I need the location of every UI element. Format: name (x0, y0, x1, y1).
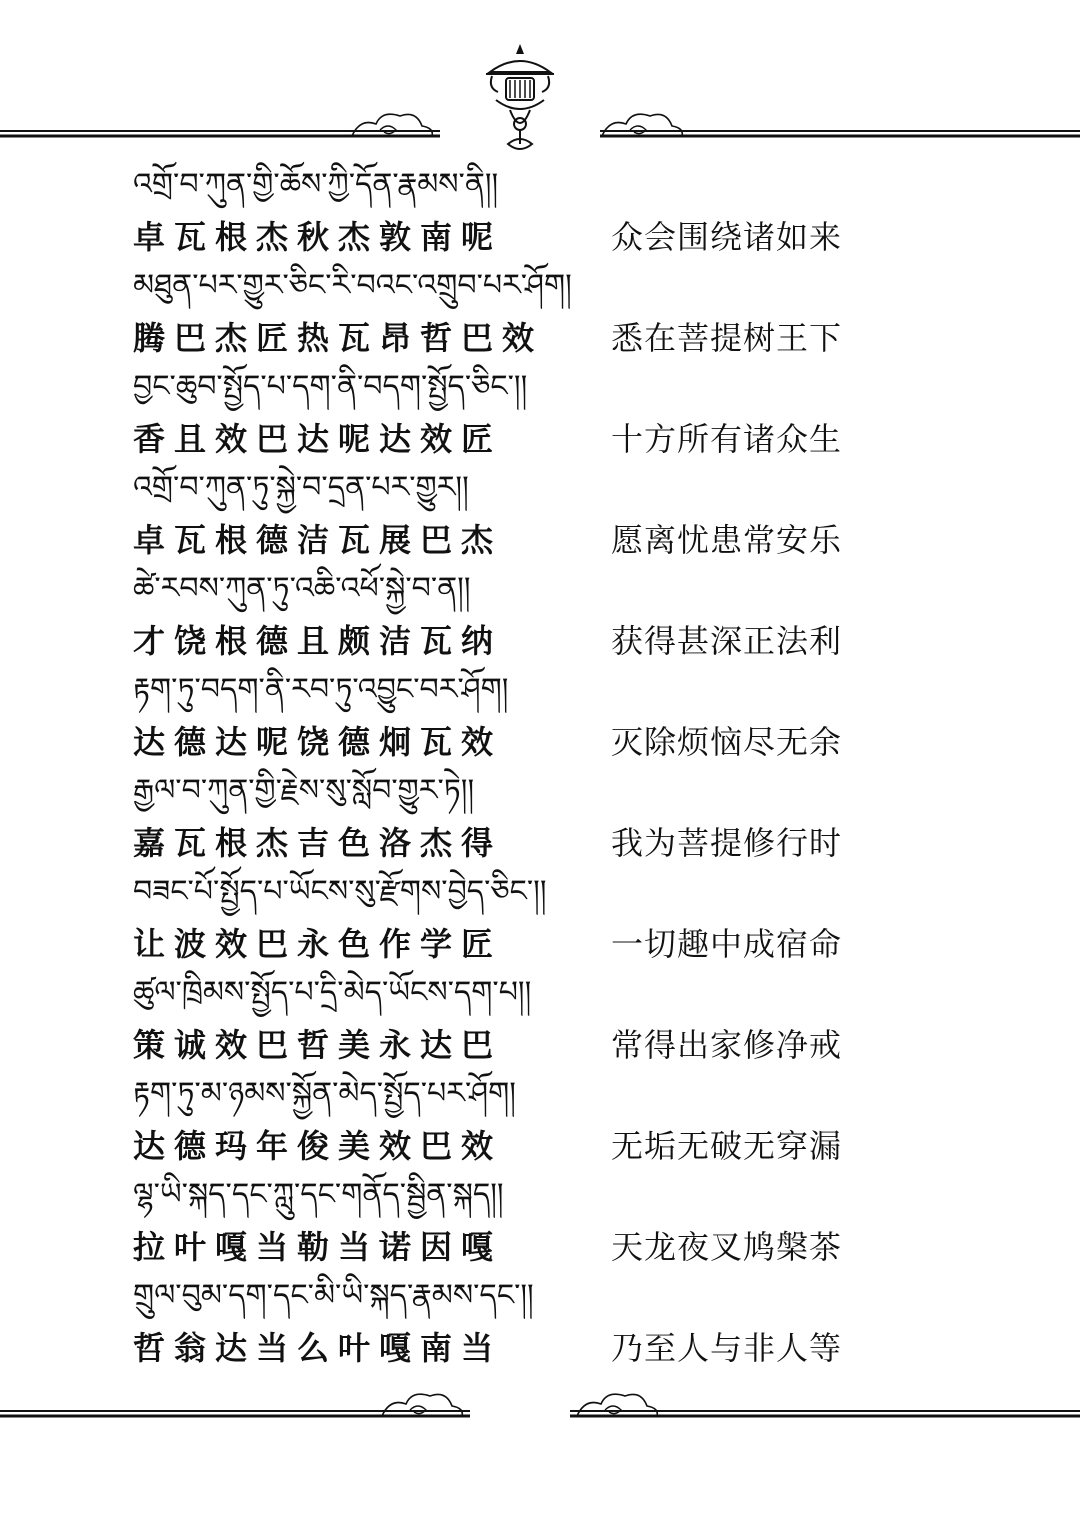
tibetan-line: འགྲོ་བ་ཀུན་གྱི་ཆོས་ཀྱི་དོན་རྣམས་ནི།། (133, 167, 499, 202)
transliteration-line: 策诚效巴哲美永达巴 (133, 1026, 503, 1064)
verse-row (133, 313, 893, 363)
bottom-border-rule (0, 1408, 1080, 1422)
verse-row (133, 1222, 893, 1272)
tibetan-line: བྱང་ཆུབ་སྤྱོད་པ་དག་ནི་བདག་སྤྱོད་ཅིང་།། (133, 369, 528, 404)
top-border-rule (0, 128, 1080, 142)
chinese-line: 获得甚深正法利 (611, 622, 843, 660)
chinese-line: 愿离忧患常安乐 (611, 521, 843, 559)
verse-row (133, 818, 893, 868)
tibetan-line: ཚེ་རབས་ཀུན་ཏུ་འཆི་འཕོ་སྐྱེ་བ་ན།། (133, 571, 471, 606)
transliteration-line: 达德玛年俊美效巴效 (133, 1127, 503, 1165)
cloud-icon (350, 108, 435, 142)
transliteration-line: 哲翁达当么叶嘎南当 (133, 1329, 503, 1367)
transliteration-line: 卓瓦根杰秋杰敦南呢 (133, 218, 503, 256)
chinese-line: 悉在菩提树王下 (611, 319, 843, 357)
transliteration-line: 让波效巴永色作学匠 (133, 925, 503, 963)
verse-row (133, 212, 893, 262)
transliteration-line: 拉叶嘎当勒当诺因嘎 (133, 1228, 503, 1266)
tibetan-line: རྟག་ཏུ་བདག་ནི་རབ་ཏུ་འབྱུང་བར་ཤོག། (133, 672, 509, 707)
tibetan-line: འགྲོ་བ་ཀུན་ཏུ་སྐྱེ་བ་དྲན་པར་གྱུར།། (133, 470, 469, 505)
chinese-line: 乃至人与非人等 (611, 1329, 843, 1367)
transliteration-line: 腾巴杰匠热瓦昂哲巴效 (133, 319, 544, 357)
chinese-line: 无垢无破无穿漏 (611, 1127, 843, 1165)
tibetan-line: རྒྱལ་བ་ཀུན་གྱི་རྗེས་སུ་སློབ་གྱུར་ཏེ།། (133, 773, 475, 808)
verse-row (133, 616, 893, 666)
chinese-line: 常得出家修净戒 (611, 1026, 843, 1064)
chinese-line: 天龙夜叉鸠槃茶 (611, 1228, 843, 1266)
parasol-icon (470, 40, 570, 160)
transliteration-line: 香且效巴达呢达效匠 (133, 420, 503, 458)
transliteration-line: 达德达呢饶德炯瓦效 (133, 723, 503, 761)
verse-row (133, 919, 893, 969)
tibetan-line: གྲུལ་བུམ་དག་དང་མི་ཡི་སྐད་རྣམས་དང་།། (133, 1278, 534, 1313)
cloud-icon (600, 108, 685, 142)
chinese-line: 灭除烦恼尽无余 (611, 723, 843, 761)
chinese-line: 十方所有诸众生 (611, 420, 843, 458)
chinese-line: 一切趣中成宿命 (611, 925, 843, 963)
verse-row (133, 717, 893, 767)
verse-row (133, 1020, 893, 1070)
tibetan-line: རྟག་ཏུ་མ་ཉམས་སྐྱོན་མེད་སྤྱོད་པར་ཤོག། (133, 1076, 516, 1111)
verse-row (133, 1121, 893, 1171)
transliteration-line: 才饶根德且颇洁瓦纳 (133, 622, 503, 660)
tibetan-line: མཐུན་པར་གྱུར་ཅིང་རི་བའང་འགྲུབ་པར་ཤོག། (133, 268, 572, 303)
verse-row (133, 414, 893, 464)
transliteration-line: 卓瓦根德洁瓦展巴杰 (133, 521, 503, 559)
chinese-line: 我为菩提修行时 (611, 824, 843, 862)
tibetan-line: ལྷ་ཡི་སྐད་དང་ཀླུ་དང་གནོད་སྦྱིན་སྐད།། (133, 1177, 504, 1212)
transliteration-line: 嘉瓦根杰吉色洛杰得 (133, 824, 503, 862)
tibetan-line: བཟང་པོ་སྤྱོད་པ་ཡོངས་སུ་རྫོགས་བྱེད་ཅིང་།། (133, 874, 547, 909)
chinese-line: 众会围绕诸如来 (611, 218, 843, 256)
tibetan-line: ཚུལ་ཁྲིམས་སྤྱོད་པ་དྲི་མེད་ཡོངས་དག་པ།། (133, 975, 532, 1010)
verse-row (133, 515, 893, 565)
verse-row (133, 1323, 893, 1373)
